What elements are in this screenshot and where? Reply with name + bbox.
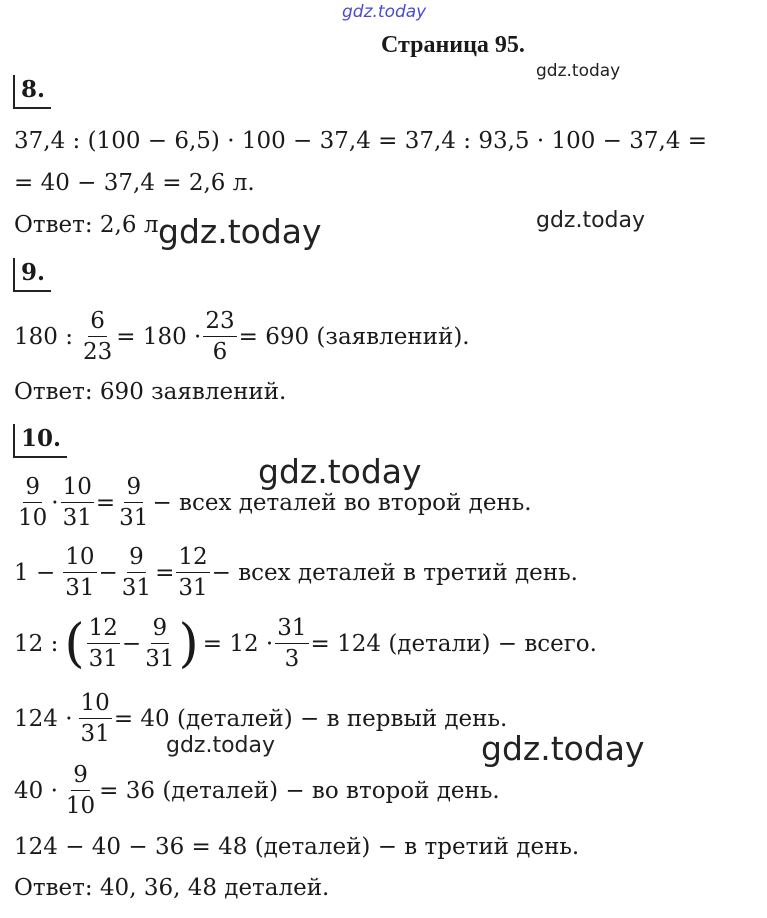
problem-number-10: 10. — [13, 424, 67, 458]
eq-part: 1 − — [14, 559, 56, 586]
problem10-line3 — [14, 613, 597, 674]
eq-part: 180 : — [14, 323, 73, 350]
problem10-line2 — [14, 542, 578, 603]
numerator: 23 — [203, 306, 236, 337]
denominator: 10 — [18, 505, 48, 531]
watermark: gdz.today — [158, 212, 322, 251]
problem8-answer: Ответ: 2,6 л. — [14, 212, 166, 238]
denominator: 31 — [62, 505, 92, 531]
denominator: 23 — [82, 339, 113, 365]
fraction — [176, 542, 209, 603]
eq-part: = 690 (заявлений). — [238, 323, 470, 350]
eq-part: 124 · — [14, 705, 73, 732]
fraction — [87, 613, 120, 674]
eq-part: = 180 · — [116, 323, 202, 350]
numerator: 10 — [61, 472, 94, 503]
numerator: 9 — [124, 472, 143, 503]
problem8-line2: = 40 − 37,4 = 2,6 л. — [14, 170, 255, 196]
fraction — [203, 306, 236, 367]
denominator: 31 — [65, 575, 95, 601]
problem-number-8: 8. — [13, 75, 51, 109]
numerator: 10 — [79, 688, 112, 719]
fraction — [61, 472, 94, 533]
numerator: 31 — [275, 613, 308, 644]
problem10-answer: Ответ: 40, 36, 48 деталей. — [14, 875, 330, 901]
fraction — [143, 613, 176, 674]
denominator: 10 — [65, 793, 96, 819]
numerator: 9 — [71, 760, 90, 791]
watermark: gdz.today — [536, 208, 646, 233]
numerator: 9 — [23, 472, 42, 503]
eq-part: = 12 · — [202, 630, 274, 657]
page-title: Страница 95. — [381, 32, 525, 58]
numerator: 9 — [127, 542, 146, 573]
problem9-equation — [14, 306, 470, 367]
eq-part: 12 : — [14, 630, 59, 657]
fraction — [64, 760, 97, 821]
denominator: 31 — [119, 505, 149, 531]
denominator: 31 — [178, 575, 208, 601]
left-paren: ( — [64, 613, 85, 674]
problem-number-9: 9. — [13, 258, 51, 292]
eq-part: − всех деталей во второй день. — [152, 489, 532, 516]
eq-part: − — [121, 630, 142, 657]
problem8-line1: 37,4 : (100 − 6,5) · 100 − 37,4 = 37,4 : 93,5 · 100 − 37,4 = — [14, 128, 708, 154]
eq-part: 40 · — [14, 777, 58, 804]
fraction — [275, 613, 308, 674]
eq-part: − — [98, 559, 118, 586]
eq-part: = 36 (деталей) − во второй день. — [99, 777, 500, 804]
eq-part: − всех деталей в третий день. — [211, 559, 578, 586]
eq-part: = 124 (детали) − всего. — [310, 630, 597, 657]
numerator: 6 — [88, 306, 107, 337]
watermark: gdz.today — [258, 452, 422, 491]
numerator: 12 — [87, 613, 120, 644]
denominator: 3 — [284, 646, 300, 672]
eq-part: · — [51, 489, 59, 516]
fraction — [120, 542, 153, 603]
problem10-line6: 124 − 40 − 36 = 48 (деталей) − в третий день. — [14, 834, 580, 860]
eq-part: = — [95, 489, 116, 516]
fraction — [63, 542, 96, 603]
watermark-top: gdz.today — [342, 2, 427, 22]
denominator: 31 — [145, 646, 175, 672]
denominator: 31 — [121, 575, 152, 601]
eq-part: = — [155, 559, 175, 586]
denominator: 31 — [88, 646, 118, 672]
problem9-answer: Ответ: 690 заявлений. — [14, 379, 287, 405]
watermark: gdz.today — [166, 733, 276, 758]
fraction — [81, 306, 114, 367]
right-paren: ) — [178, 613, 199, 674]
fraction — [16, 472, 49, 533]
fraction — [117, 472, 150, 533]
numerator: 9 — [151, 613, 170, 644]
watermark: gdz.today — [536, 61, 621, 81]
problem10-line1 — [14, 472, 532, 533]
fraction — [79, 688, 112, 749]
numerator: 10 — [63, 542, 96, 573]
denominator: 31 — [80, 721, 110, 747]
numerator: 12 — [176, 542, 209, 573]
eq-part: = 40 (деталей) − в первый день. — [113, 705, 508, 732]
denominator: 6 — [212, 339, 228, 365]
problem10-line5 — [14, 760, 500, 821]
watermark: gdz.today — [481, 729, 645, 768]
